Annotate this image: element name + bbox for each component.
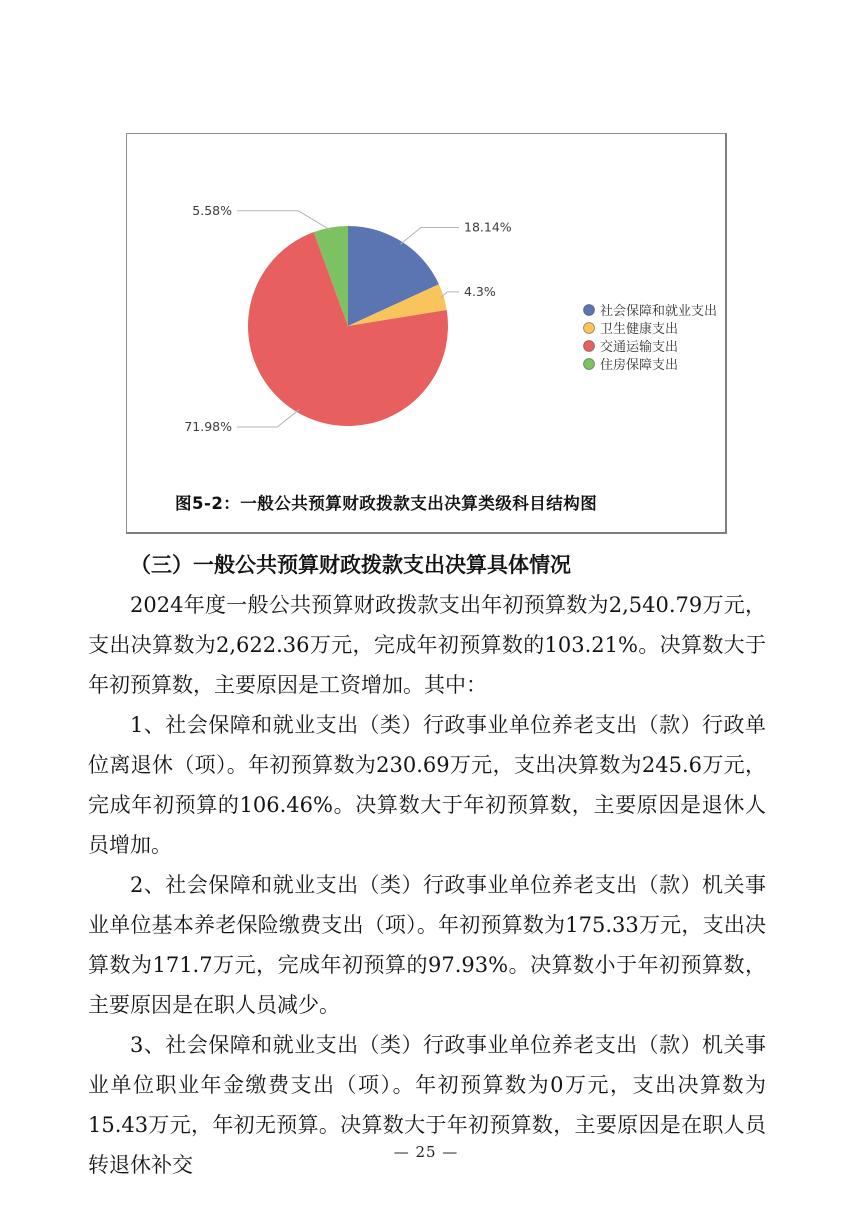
legend-label: 社会保障和就业支出 <box>600 304 718 319</box>
pie-chart <box>127 134 725 532</box>
figure-frame <box>126 133 727 534</box>
pie-label-leader <box>237 410 299 427</box>
paragraph-item-1: 1、社会保障和就业支出（类）行政事业单位养老支出（款）行政单位离退休（项）。年初预算数为230.69万元，支出决算数为245.6万元，完成年初预算的106.46%。决算数大于年初预算数，主要原因是退休人员增加。 <box>88 713 766 857</box>
paragraph-item-3: 3、社会保障和就业支出（类）行政事业单位养老支出（款）机关事业单位职业年金缴费支出（项）。年初预算数为0万元，支出决算数为15.43万元，年初无预算。决算数大于年初预算数，主要原因是在职人员转退休补交 <box>88 1033 766 1177</box>
legend-label: 卫生健康支出 <box>600 322 679 337</box>
legend-swatch <box>584 305 595 316</box>
section-heading: （三）一般公共预算财政拨款支出决算具体情况 <box>130 552 571 577</box>
pie-label-leader <box>237 211 331 231</box>
paragraph-item-2: 2、社会保障和就业支出（类）行政事业单位养老支出（款）机关事业单位基本养老保险缴费支出（项）。年初预算数为175.33万元，支出决算数为171.7万元，完成年初预算的97.93%。决算数小于年初预算数，主要原因是在职人员减少。 <box>88 873 766 1017</box>
pie-slice-label: 71.98% <box>184 419 232 434</box>
pie-label-leader <box>400 228 459 245</box>
body-text <box>88 545 766 1185</box>
legend-swatch <box>584 323 595 334</box>
paragraph-overview: 2024年度一般公共预算财政拨款支出年初预算数为2,540.79万元，支出决算数为2,622.36万元，完成年初预算数的103.21%。决算数大于年初预算数，主要原因是工资增加。其中： <box>88 593 766 697</box>
legend-swatch <box>584 359 595 370</box>
legend-swatch <box>584 341 595 352</box>
pie-slice-label: 4.3% <box>464 283 496 299</box>
legend-label: 住房保障支出 <box>600 358 679 373</box>
legend-label: 交通运输支出 <box>600 340 679 355</box>
figure-caption: 图5-2：一般公共预算财政拨款支出决算类级科目结构图 <box>175 494 598 513</box>
pie-slice-label: 5.58% <box>192 202 232 218</box>
pie-slice-label: 18.14% <box>464 219 512 235</box>
page-number: — 25 — <box>393 1143 459 1161</box>
